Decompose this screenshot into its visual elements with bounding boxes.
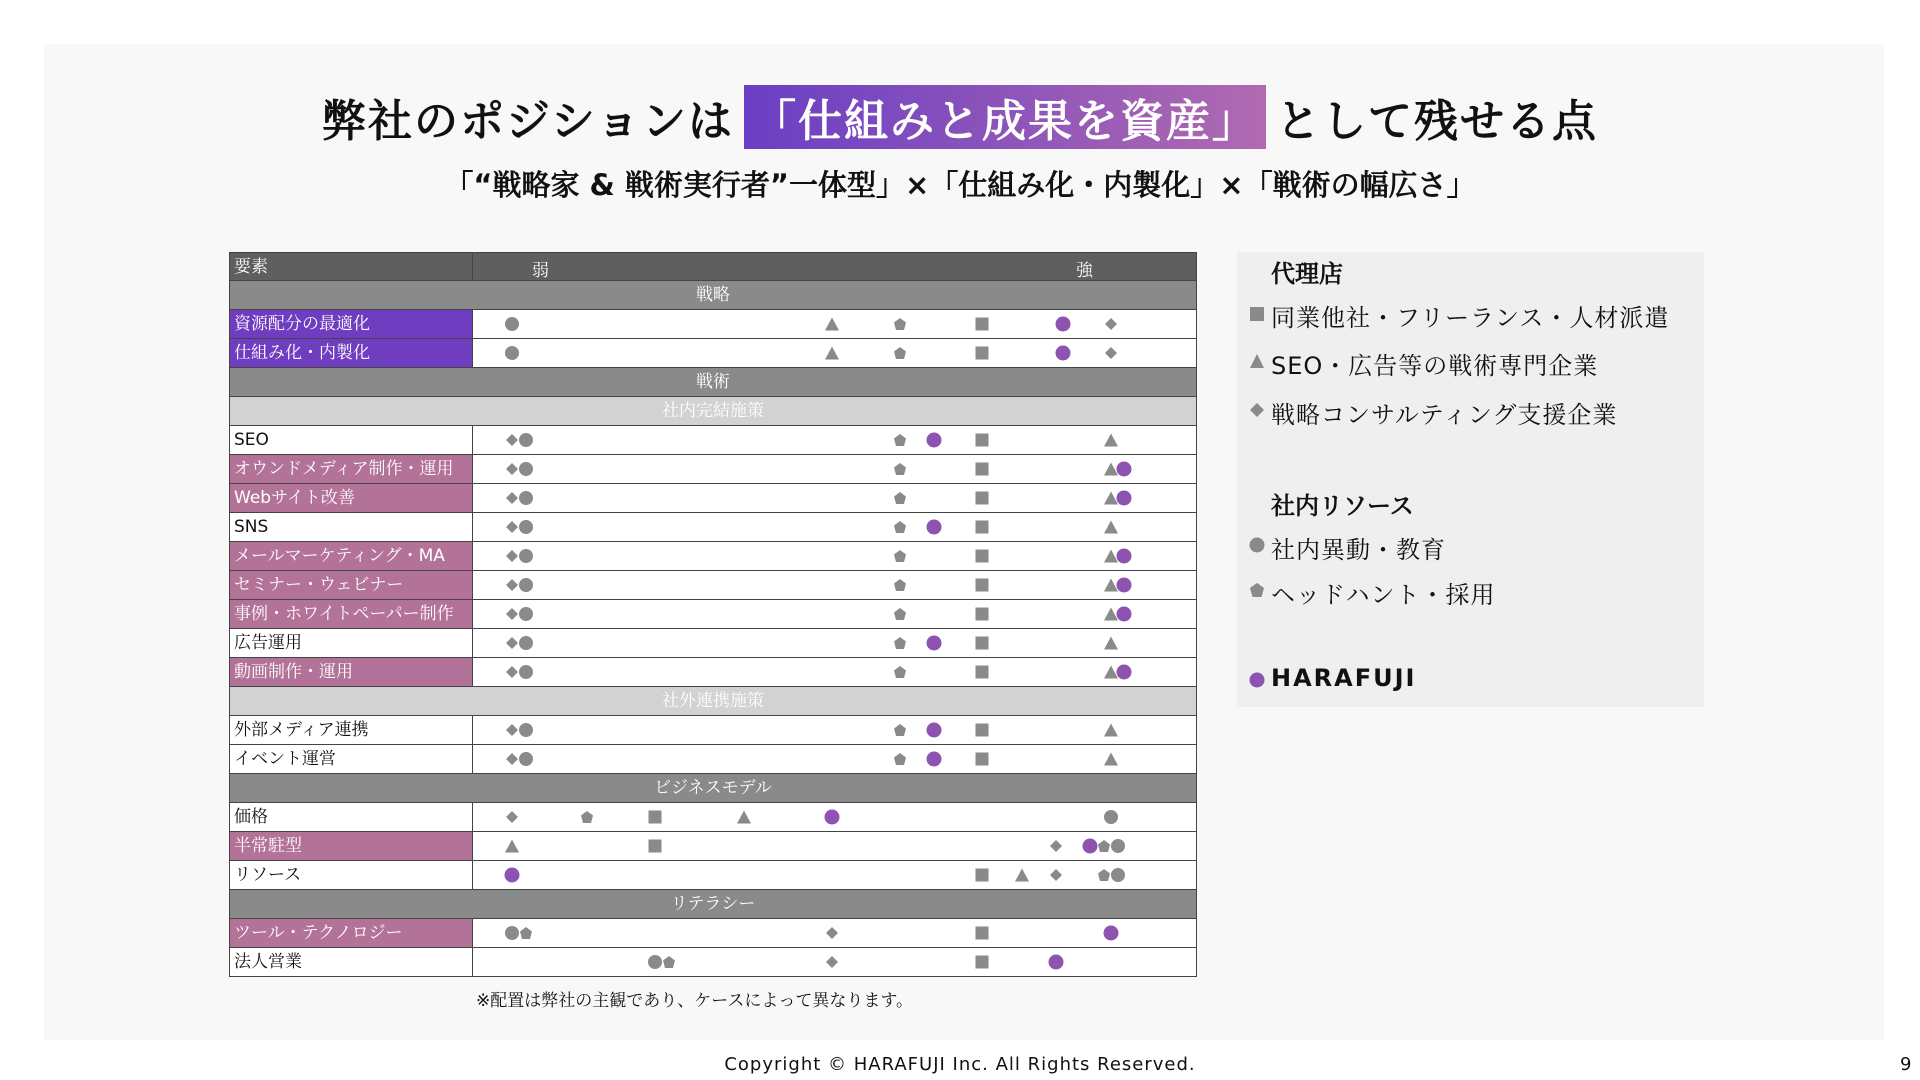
legend-item-pentagon: ヘッドハント・採用: [1271, 581, 1496, 609]
row-label: ツール・テクノロジー: [230, 919, 473, 947]
square-marker: [974, 925, 990, 941]
triangle-marker: [824, 345, 840, 361]
triangle-marker: [1014, 867, 1030, 883]
row-label: SEO: [230, 426, 473, 454]
square-marker: [974, 722, 990, 738]
circle-marker: [518, 432, 534, 448]
title-suffix: として残せる点: [1276, 96, 1599, 147]
triangle-marker: [504, 838, 520, 854]
row-label: 法人営業: [230, 948, 473, 976]
row-label: 資源配分の最適化: [230, 310, 473, 338]
legend-agency-heading: 代理店: [1271, 260, 1343, 288]
pentagon-marker: [518, 925, 534, 941]
square-marker: [974, 751, 990, 767]
table-row: [229, 629, 1197, 658]
row-label: オウンドメディア制作・運用: [230, 455, 473, 483]
circle-marker: [1110, 867, 1126, 883]
triangle-marker: [1103, 722, 1119, 738]
legend-internal-heading: 社内リソース: [1271, 492, 1414, 520]
diamond-icon: [1249, 402, 1265, 418]
table-row: [229, 513, 1197, 542]
circle-marker: [518, 722, 534, 738]
diamond-marker: [1103, 345, 1119, 361]
circle-marker: [518, 461, 534, 477]
circle-marker: [518, 606, 534, 622]
row-label: 広告運用: [230, 629, 473, 657]
square-marker: [974, 664, 990, 680]
pentagon-marker: [892, 316, 908, 332]
pentagon-icon: [1249, 582, 1265, 598]
diamond-marker: [504, 809, 520, 825]
triangle-marker: [1103, 635, 1119, 651]
purple-circle-marker: [1055, 345, 1071, 361]
triangle-marker: [824, 316, 840, 332]
table-row: [229, 948, 1197, 977]
triangle-marker: [736, 809, 752, 825]
table-row: [229, 745, 1197, 774]
section-strategy: 戦略: [229, 281, 1197, 310]
header-element-label: 要素: [230, 253, 473, 280]
table-row: [229, 484, 1197, 513]
title-prefix: 弊社のポジションは: [321, 96, 735, 147]
purple-circle-marker: [1116, 490, 1132, 506]
diamond-marker: [1048, 867, 1064, 883]
page-title: [0, 85, 1920, 149]
pentagon-marker: [892, 345, 908, 361]
purple-circle-marker: [1116, 461, 1132, 477]
square-marker: [974, 461, 990, 477]
triangle-marker: [1103, 751, 1119, 767]
table-row: [229, 310, 1197, 339]
purple-circle-marker: [1103, 925, 1119, 941]
table-header: [229, 252, 1197, 281]
row-label: 事例・ホワイトペーパー制作: [230, 600, 473, 628]
circle-marker: [504, 316, 520, 332]
purple-circle-marker: [926, 751, 942, 767]
pentagon-marker: [892, 635, 908, 651]
title-highlight: 「仕組みと成果を資産」: [744, 85, 1266, 149]
square-marker: [974, 519, 990, 535]
positioning-table: [229, 252, 1197, 980]
table-row: [229, 426, 1197, 455]
diamond-marker: [1103, 316, 1119, 332]
pentagon-marker: [892, 519, 908, 535]
pentagon-marker: [892, 722, 908, 738]
pentagon-marker: [892, 577, 908, 593]
pentagon-marker: [892, 751, 908, 767]
legend-item-diamond: 戦略コンサルティング支援企業: [1271, 401, 1618, 429]
pentagon-marker: [892, 606, 908, 622]
table-row: [229, 716, 1197, 745]
pentagon-marker: [579, 809, 595, 825]
row-label: Webサイト改善: [230, 484, 473, 512]
row-label: セミナー・ウェビナー: [230, 571, 473, 599]
copyright: Copyright © HARAFUJI Inc. All Rights Reserved.: [724, 1054, 1196, 1075]
row-label: 半常駐型: [230, 832, 473, 860]
square-icon: [1249, 306, 1265, 322]
purple-circle-marker: [1055, 316, 1071, 332]
diamond-marker: [824, 925, 840, 941]
legend-harafuji: HARAFUJI: [1271, 664, 1417, 692]
square-marker: [974, 548, 990, 564]
circle-marker: [504, 345, 520, 361]
circle-marker: [518, 548, 534, 564]
square-marker: [974, 432, 990, 448]
subsection-external: 社外連携施策: [229, 687, 1197, 716]
circle-marker: [1103, 809, 1119, 825]
purple-circle-marker: [1116, 606, 1132, 622]
square-marker: [974, 954, 990, 970]
square-marker: [974, 867, 990, 883]
table-row: [229, 542, 1197, 571]
table-row: [229, 455, 1197, 484]
circle-marker: [518, 664, 534, 680]
row-label: リソース: [230, 861, 473, 889]
row-label: 価格: [230, 803, 473, 831]
circle-marker: [518, 490, 534, 506]
circle-marker: [518, 635, 534, 651]
pentagon-marker: [892, 432, 908, 448]
diamond-marker: [1048, 838, 1064, 854]
legend-panel: [1237, 252, 1704, 707]
circle-marker: [518, 577, 534, 593]
table-row: [229, 339, 1197, 368]
square-marker: [974, 345, 990, 361]
pentagon-marker: [661, 954, 677, 970]
purple-circle-marker: [1048, 954, 1064, 970]
diamond-marker: [824, 954, 840, 970]
purple-circle-marker: [926, 519, 942, 535]
subsection-internal: 社内完結施策: [229, 397, 1197, 426]
header-strong-label: 強: [1076, 261, 1093, 281]
circle-icon: [1249, 537, 1265, 553]
section-business-model: ビジネスモデル: [229, 774, 1197, 803]
row-label: イベント運営: [230, 745, 473, 773]
section-literacy: リテラシー: [229, 890, 1197, 919]
purple-circle-marker: [926, 635, 942, 651]
square-marker: [974, 606, 990, 622]
square-marker: [974, 635, 990, 651]
row-label: SNS: [230, 513, 473, 541]
circle-marker: [1110, 838, 1126, 854]
square-marker: [974, 490, 990, 506]
triangle-marker: [1103, 432, 1119, 448]
square-marker: [647, 809, 663, 825]
legend-item-circle: 社内異動・教育: [1271, 536, 1446, 564]
square-marker: [647, 838, 663, 854]
row-label: メールマーケティング・MA: [230, 542, 473, 570]
section-tactics: 戦術: [229, 368, 1197, 397]
triangle-marker: [1103, 519, 1119, 535]
page-subtitle: 「“戦略家 & 戦術実行者”一体型」×「仕組み化・内製化」×「戦術の幅広さ」: [444, 168, 1476, 202]
pentagon-marker: [892, 490, 908, 506]
legend-item-triangle: SEO・広告等の戦術専門企業: [1271, 352, 1599, 380]
purple-circle-marker: [1116, 548, 1132, 564]
table-row: [229, 600, 1197, 629]
table-row: [229, 919, 1197, 948]
row-label: 仕組み化・内製化: [230, 339, 473, 367]
page-number: 9: [1900, 1054, 1912, 1075]
table-row: [229, 832, 1197, 861]
pentagon-marker: [892, 461, 908, 477]
purple-circle-marker: [1116, 664, 1132, 680]
square-marker: [974, 577, 990, 593]
header-weak-label: 弱: [532, 261, 549, 281]
triangle-icon: [1249, 353, 1265, 369]
square-marker: [974, 316, 990, 332]
purple-circle-marker: [926, 722, 942, 738]
row-label: 外部メディア連携: [230, 716, 473, 744]
purple-circle-marker: [504, 867, 520, 883]
pentagon-marker: [892, 664, 908, 680]
table-row: [229, 571, 1197, 600]
purple-circle-marker: [1116, 577, 1132, 593]
pentagon-marker: [892, 548, 908, 564]
purple-circle-marker: [824, 809, 840, 825]
legend-item-square: 同業他社・フリーランス・人材派遣: [1271, 304, 1670, 332]
row-label: 動画制作・運用: [230, 658, 473, 686]
table-row: [229, 861, 1197, 890]
circle-marker: [518, 751, 534, 767]
footnote: ※配置は弊社の主観であり、ケースによって異なります。: [476, 991, 914, 1011]
table-row: [229, 658, 1197, 687]
circle-marker: [518, 519, 534, 535]
purple-circle-marker: [926, 432, 942, 448]
table-row: [229, 803, 1197, 832]
purple-circle-icon: [1249, 672, 1265, 688]
